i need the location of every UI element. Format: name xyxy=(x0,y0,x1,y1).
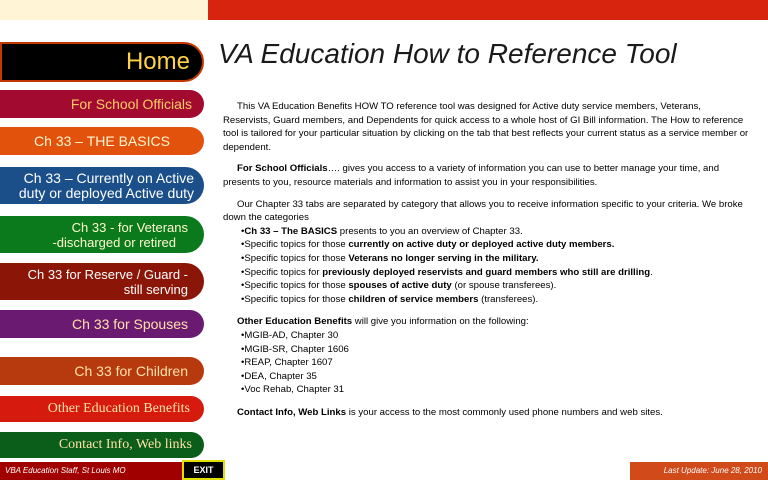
list-item xyxy=(223,238,750,252)
children-topic: children of service members xyxy=(348,293,479,305)
school-officials-paragraph xyxy=(223,162,750,189)
nav-veterans-button[interactable] xyxy=(0,216,204,253)
nav-basics-label: Ch 33 – THE BASICS xyxy=(34,133,170,149)
topic-suffix: . xyxy=(650,266,653,278)
other-benefits-paragraph xyxy=(223,315,750,329)
top-bar-left xyxy=(0,0,208,20)
school-officials-text: …. gives you access to a variety of information you can use to better manage your time, and presents to you, resource materials and information to assist you in your responsibilities. xyxy=(223,163,720,188)
nav-spouses-button[interactable] xyxy=(0,310,204,338)
nav-active-duty-label-line1: Ch 33 – Currently on Active xyxy=(23,170,194,186)
nav-active-duty-label-line2: duty or deployed Active duty xyxy=(18,185,194,201)
topic-suffix: (or spouse transferees). xyxy=(451,280,557,292)
nav-veterans-label-line1: Ch 33 - for Veterans xyxy=(71,220,188,235)
nav-school-officials-button[interactable] xyxy=(0,90,204,118)
list-item xyxy=(223,279,750,293)
reserve-topic: previously deployed reservists and guard members who still are drilling xyxy=(322,266,651,278)
school-officials-label: For School Officials xyxy=(237,163,328,175)
chapter-intro-paragraph: Our Chapter 33 tabs are separated by category that allows you to receive information specific to your criteria. We broke down the categories xyxy=(223,198,743,224)
other-benefits-list xyxy=(223,329,750,397)
bullet: • xyxy=(241,252,245,264)
nav-reserve-guard-label-line1: Ch 33 for Reserve / Guard - xyxy=(27,267,188,282)
topic-suffix: (transferees). xyxy=(478,293,539,305)
nav-other-benefits-label: Other Education Benefits xyxy=(47,401,190,416)
topic-prefix: Specific topics for xyxy=(244,266,323,278)
topic-prefix: Specific topics for those xyxy=(244,280,349,292)
nav-reserve-guard-button[interactable] xyxy=(0,263,204,300)
list-item xyxy=(223,266,750,280)
top-bar-right xyxy=(208,0,768,20)
contact-text: is your access to the most commonly used phone numbers and web sites. xyxy=(346,406,663,418)
bullet: • xyxy=(241,239,245,251)
list-item: •MGIB-AD, Chapter 30 xyxy=(241,329,339,341)
exit-button[interactable]: EXIT xyxy=(182,460,225,480)
nav-home-button[interactable] xyxy=(0,42,204,82)
other-benefits-text: will give you information on the following: xyxy=(352,316,529,328)
footer-staff-label: VBA Education Staff, St Louis MO xyxy=(0,462,182,480)
spouses-topic: spouses of active duty xyxy=(348,280,452,292)
nav-basics-button[interactable] xyxy=(0,127,204,155)
list-item: •MGIB-SR, Chapter 1606 xyxy=(241,343,349,355)
bullet: • xyxy=(241,293,245,305)
nav-active-duty-button[interactable] xyxy=(0,167,204,204)
veterans-topic: Veterans no longer serving in the military. xyxy=(348,252,539,264)
contact-label: Contact Info, Web Links xyxy=(237,406,347,418)
nav-school-officials-label: For School Officials xyxy=(70,96,192,112)
active-duty-topic: currently on active duty or deployed active duty members. xyxy=(348,239,615,251)
basics-topic-text: presents to you an overview of Chapter 33. xyxy=(337,225,523,237)
main-content xyxy=(223,100,750,427)
list-item xyxy=(223,293,750,307)
list-item: •DEA, Chapter 35 xyxy=(241,370,317,382)
topic-prefix: Specific topics for those xyxy=(244,293,349,305)
list-item: •REAP, Chapter 1607 xyxy=(241,357,333,369)
nav-home-label: Home xyxy=(125,48,190,75)
basics-topic: Ch 33 – The BASICS xyxy=(244,225,338,237)
nav-veterans-label-line2: -discharged or retired xyxy=(52,235,176,250)
nav-contact-button[interactable] xyxy=(0,432,204,458)
chapter-topics-list xyxy=(223,225,750,307)
nav-children-label: Ch 33 for Children xyxy=(74,363,188,379)
bullet: • xyxy=(241,266,245,278)
footer-last-update: Last Update: June 28, 2010 xyxy=(630,462,768,480)
contact-paragraph xyxy=(223,406,750,420)
bullet: • xyxy=(241,280,245,292)
page-title: VA Education How to Reference Tool xyxy=(218,38,677,69)
list-item: •Voc Rehab, Chapter 31 xyxy=(241,384,345,396)
list-item xyxy=(223,252,750,266)
topic-prefix: Specific topics for those xyxy=(244,252,349,264)
nav-contact-label: Contact Info, Web links xyxy=(58,437,192,452)
bullet: • xyxy=(241,225,245,237)
list-item xyxy=(223,225,750,239)
nav-children-button[interactable] xyxy=(0,357,204,385)
other-benefits-label: Other Education Benefits xyxy=(237,316,353,328)
nav-spouses-label: Ch 33 for Spouses xyxy=(72,316,188,332)
nav-reserve-guard-label-line2: still serving xyxy=(123,282,188,297)
nav-other-benefits-button[interactable] xyxy=(0,396,204,422)
intro-paragraph: This VA Education Benefits HOW TO reference tool was designed for Active duty service members, Veterans, Reservists, Guard members, and Dependents for quick access to a whole host of GI Bill information. The How to reference tool is tailored for your particular situation by clicking on the tab that best reflects your current status as a service member or dependent. xyxy=(223,101,749,153)
topic-prefix: Specific topics for those xyxy=(244,239,349,251)
